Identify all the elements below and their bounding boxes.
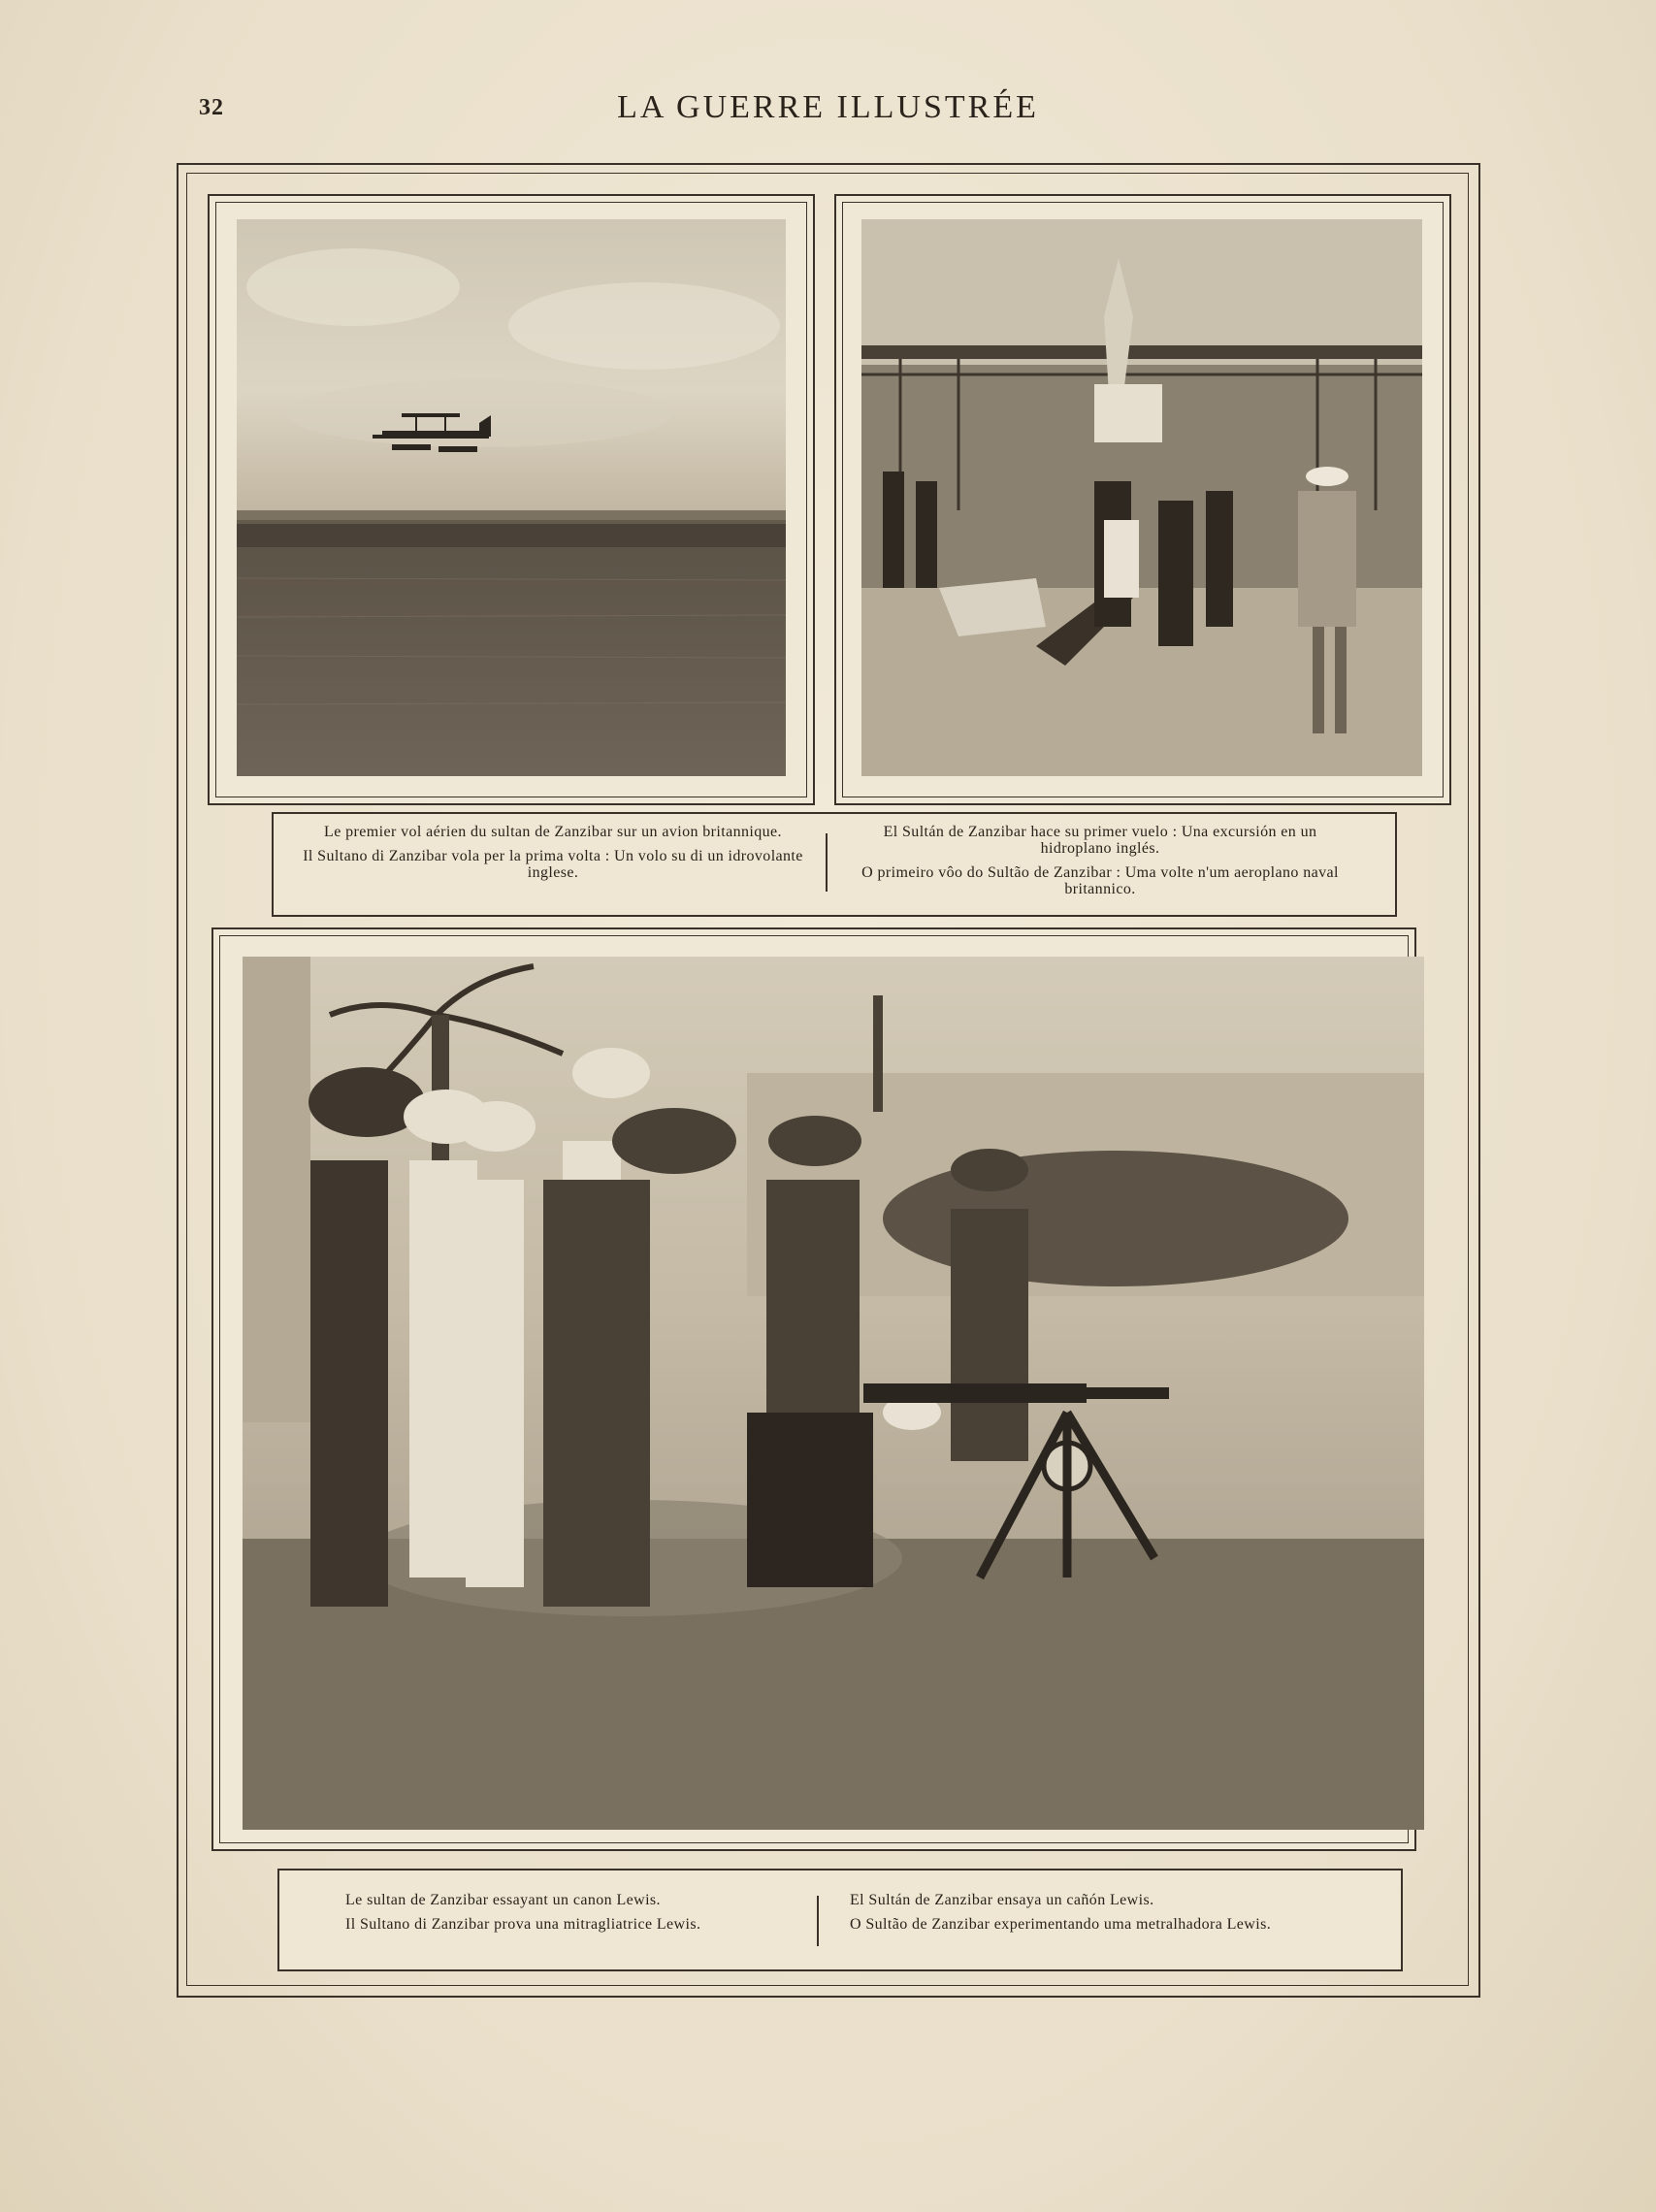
page-number: 32 <box>199 95 224 120</box>
lewis-gun-photo <box>243 957 1424 1830</box>
top-caption-divider <box>826 833 828 892</box>
caption-italian-lewis: Il Sultano di Zanzibar prova una mitragliatrice Lewis. <box>345 1916 701 1933</box>
top-caption-left <box>301 824 805 889</box>
caption-portuguese-lewis: O Sultão de Zanzibar experimentando uma metralhadora Lewis. <box>850 1916 1272 1933</box>
top-caption-right <box>848 824 1352 905</box>
caption-french-flight: Le premier vol aérien du sultan de Zanzibar sur un avion britannique. <box>324 824 782 840</box>
running-title: LA GUERRE ILLUSTRÉE <box>617 89 1039 125</box>
bottom-caption-right <box>850 1892 1374 1940</box>
bottom-caption-divider <box>817 1896 819 1946</box>
seaplane-flight-photo <box>237 219 786 776</box>
caption-portuguese-flight: O primeiro vôo do Sultão de Zanzibar : Uma volte n'um aeroplano naval britannico. <box>861 864 1339 897</box>
bottom-caption-left <box>345 1892 830 1940</box>
seaplane-beach-photo <box>861 219 1422 776</box>
caption-spanish-flight: El Sultán de Zanzibar hace su primer vuelo : Una excursión en un hidroplano inglés. <box>883 824 1317 857</box>
caption-spanish-lewis: El Sultán de Zanzibar ensaya un cañón Lewis. <box>850 1892 1154 1908</box>
caption-italian-flight: Il Sultano di Zanzibar vola per la prima volta : Un volo su di un idrovolante inglese. <box>303 848 803 881</box>
caption-french-lewis: Le sultan de Zanzibar essayant un canon Lewis. <box>345 1892 661 1908</box>
